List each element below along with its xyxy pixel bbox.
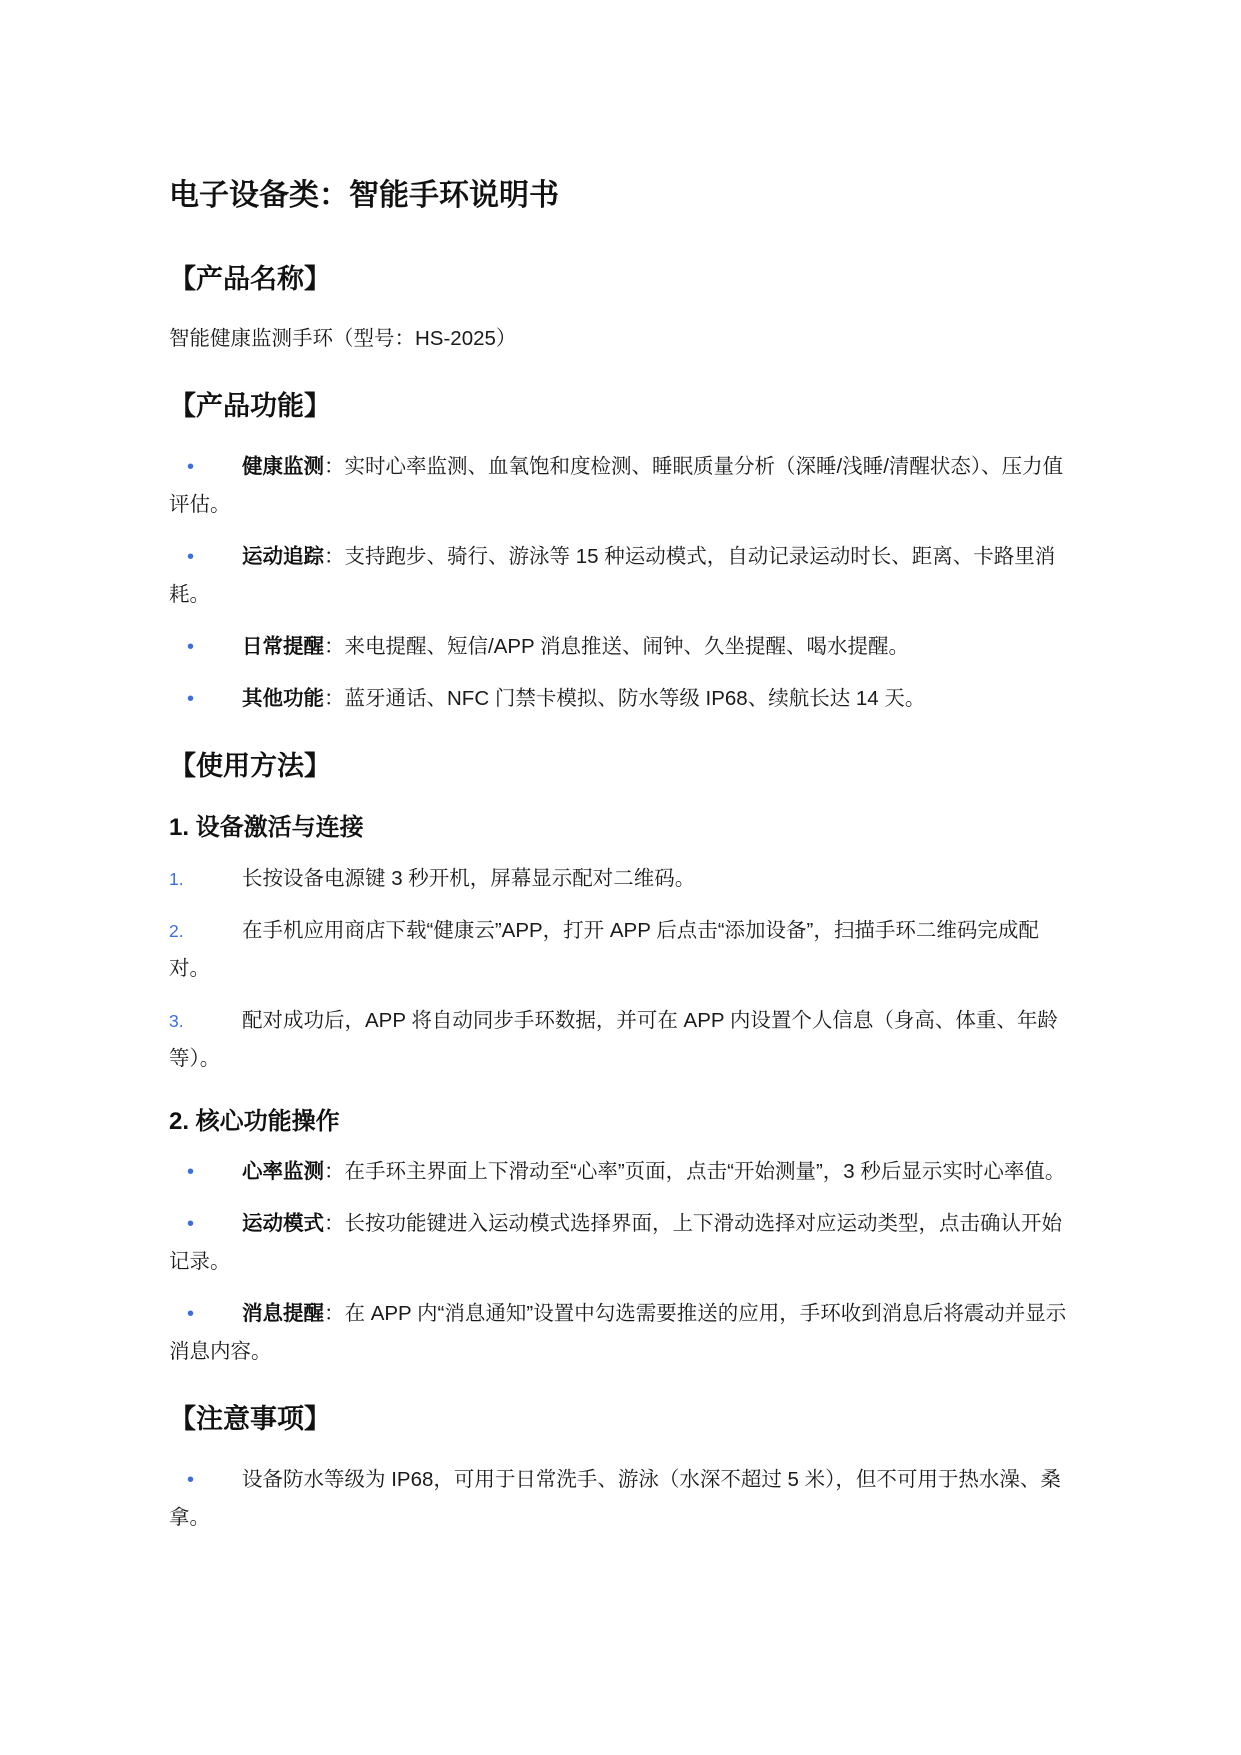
core-function-label: 心率监测 — [242, 1160, 324, 1184]
core-function-text: ：长按功能键进入运动模式选择界面，上下滑动选择对应运动类型，点击确认开始记录。 — [169, 1212, 1062, 1274]
subsection-heading-core-functions: 2. 核心功能操作 — [169, 1107, 340, 1135]
feature-label: 健康监测 — [242, 454, 324, 478]
core-function-text: ：在手环主界面上下滑动至“心率”页面，点击“开始测量”，3 秒后显示实时心率值。 — [324, 1160, 1066, 1184]
step-number: 2. — [169, 920, 184, 941]
core-function-text: ：在 APP 内“消息通知”设置中勾选需要推送的应用，手环收到消息后将震动并显示消息内容。 — [169, 1302, 1067, 1364]
section-heading-product-name: 【产品名称】 — [169, 264, 331, 294]
core-function-sport-mode — [169, 1205, 1076, 1281]
feature-text: ：蓝牙通话、NFC 门禁卡模拟、防水等级 IP68、续航长达 14 天。 — [324, 686, 926, 710]
section-heading-product-features: 【产品功能】 — [169, 391, 331, 422]
section-heading-notes: 【注意事项】 — [169, 1404, 331, 1435]
feature-text: ：来电提醒、短信/APP 消息推送、闹钟、久坐提醒、喝水提醒。 — [324, 634, 910, 658]
core-function-heart-rate — [169, 1153, 1076, 1191]
section-heading-usage: 【使用方法】 — [169, 750, 331, 781]
feature-text: ：支持跑步、骑行、游泳等 15 种运动模式，自动记录运动时长、距离、卡路里消耗。 — [169, 544, 1056, 606]
bullet-icon: • — [187, 635, 195, 658]
core-function-message-alert — [169, 1295, 1076, 1371]
feature-label: 运动追踪 — [242, 544, 324, 568]
bullet-icon: • — [187, 545, 195, 568]
bullet-icon: • — [187, 687, 195, 710]
bullet-icon: • — [187, 1468, 195, 1491]
step-number: 3. — [169, 1010, 184, 1031]
core-function-label: 消息提醒 — [242, 1302, 324, 1326]
activation-step-2 — [169, 912, 1076, 988]
feature-item-health-monitoring — [169, 448, 1076, 524]
step-text: 配对成功后，APP 将自动同步手环数据，并可在 APP 内设置个人信息（身高、体重、年龄等）。 — [169, 1008, 1058, 1070]
step-number: 1. — [169, 868, 184, 889]
feature-item-sport-tracking — [169, 538, 1076, 614]
step-text: 长按设备电源键 3 秒开机，屏幕显示配对二维码。 — [242, 866, 696, 890]
feature-item-daily-reminders — [169, 628, 1076, 666]
bullet-icon: • — [187, 1303, 195, 1326]
feature-label: 日常提醒 — [242, 634, 324, 658]
activation-step-3 — [169, 1002, 1076, 1078]
document-title: 电子设备类：智能手环说明书 — [169, 179, 559, 212]
subsection-heading-activation: 1. 设备激活与连接 — [169, 814, 364, 842]
bullet-icon: • — [187, 455, 195, 478]
feature-item-other-functions — [169, 680, 1076, 718]
note-text: 设备防水等级为 IP68，可用于日常洗手、游泳（水深不超过 5 米），但不可用于热水澡、桑拿。 — [169, 1467, 1061, 1529]
feature-label: 其他功能 — [242, 686, 324, 710]
activation-step-1 — [169, 860, 1076, 898]
note-item-waterproof — [169, 1461, 1076, 1537]
bullet-icon: • — [187, 1161, 195, 1184]
core-function-label: 运动模式 — [242, 1212, 324, 1236]
product-name-text: 智能健康监测手环（型号：HS-2025） — [169, 327, 517, 351]
step-text: 在手机应用商店下载“健康云”APP，打开 APP 后点击“添加设备”，扫描手环二维码完成配对。 — [169, 918, 1039, 980]
bullet-icon: • — [187, 1213, 195, 1236]
feature-text: ：实时心率监测、血氧饱和度检测、睡眠质量分析（深睡/浅睡/清醒状态）、压力值评估。 — [169, 454, 1064, 516]
